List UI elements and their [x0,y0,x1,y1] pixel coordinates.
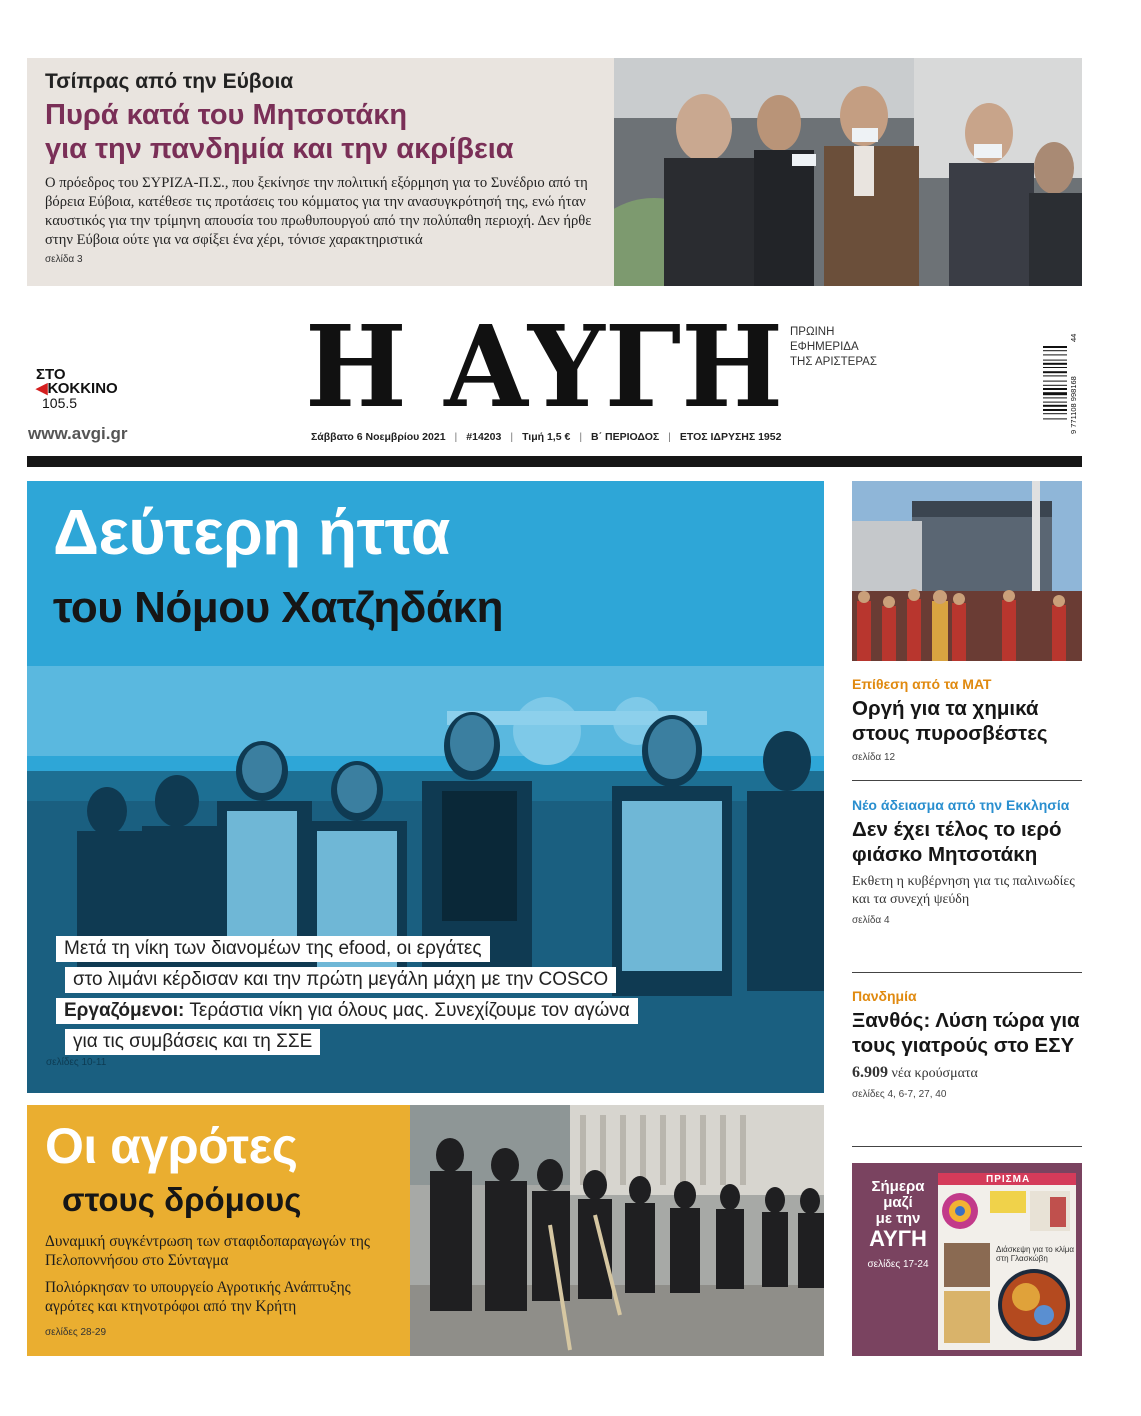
cover-title: ΠΡΙΣΜΑ [986,1174,1031,1185]
farmers-page-ref: σελίδες 28-29 [45,1327,107,1338]
website-link[interactable]: www.avgi.gr [28,424,128,443]
barcode-bar [1043,360,1067,361]
barcode-bar [1043,385,1067,386]
lead-summary-line: στο λιμάνι κέρδισαν και την πρώτη μεγάλη μάχη με την COSCO [65,967,616,993]
barcode-digits: 9 771108 998168 [1069,376,1078,434]
issue-period: Β΄ ΠΕΡΙΟΔΟΣ [591,431,660,443]
radio-logo-frequency: 105.5 [42,395,78,411]
issue-date: Σάββατο 6 Νοεμβρίου 2021 [311,431,446,443]
farmers-text-panel [27,1105,410,1356]
arrow-icon: ◀ [36,380,48,397]
lead-headline[interactable]: Δεύτερη ήττα [53,496,450,568]
pandemic-page-ref: σελίδες 4, 6-7, 27, 40 [852,1089,947,1100]
barcode-bar [1043,367,1067,368]
firefighters-kicker: Επίθεση από τα ΜΑΤ [852,676,992,692]
supplement-line-3: με την [875,1210,921,1227]
barcode-bar [1043,409,1067,411]
barcode-bar [1043,363,1067,365]
tagline-line-2: ΕΦΗΜΕΡΙΔΑ [790,341,859,353]
tsipras-crowd-photo[interactable] [614,58,1082,286]
lead-subheadline[interactable]: του Νόμου Χατζηδάκη [53,583,503,632]
lead-summary-line: για τις συμβάσεις και τη ΣΣΕ [65,1029,320,1055]
barcode-bar [1043,350,1067,351]
separator: | [510,431,514,443]
barcode-bar [1043,418,1067,419]
barcode-issue: 44 [1069,333,1078,342]
top-teaser-page-ref: σελίδα 3 [45,254,83,265]
top-teaser-kicker: Τσίπρας από την Εύβοια [45,70,294,93]
pandemic-headline[interactable]: Ξανθός: Λύση τώρα για τους γιατρούς στο ΕΣΥ [852,1009,1080,1057]
firefighters-photo[interactable] [852,481,1082,661]
covid-cases-number: 6.909 [852,1064,888,1081]
lead-summary-line: Μετά τη νίκη των διανομέων της efood, οι εργάτες [56,936,490,962]
farmers-headline[interactable]: Οι αγρότες [45,1118,298,1174]
separator: | [668,431,671,443]
covid-cases-label: νέα κρούσματα [888,1066,978,1081]
supplement-page-ref: σελίδες 17-24 [867,1259,929,1270]
church-body: Εκθετη η κυβέρνηση για τις παλινωδίες και τα συνεχή ψεύδη [852,874,1075,907]
issue-number: #14203 [466,431,502,443]
top-teaser-headline[interactable] [45,98,605,166]
separator: | [454,431,458,443]
lead-quote: Τεράστια νίκη για όλους μας. Συνεχίζουμε τον αγώνα [184,1000,630,1021]
newspaper-title[interactable] [303,318,785,410]
separator: | [579,431,583,443]
issue-info [311,431,781,443]
supplement-promo-text [860,1179,936,1273]
tagline [790,325,877,370]
top-teaser[interactable] [27,58,1082,286]
farmers-paragraph-2: Πολιόρκησαν το υπουργείο Αγροτικής Ανάπτυξης αγρότες και κτηνοτρόφοι από την Κρήτη [45,1279,351,1315]
pandemic-story[interactable] [852,988,1082,1100]
barcode-bar [1043,413,1067,414]
lead-summary [56,936,638,1060]
firefighters-headline[interactable]: Οργή για τα χημικά στους πυροσβέστες [852,697,1048,745]
barcode-bar [1043,392,1067,395]
lead-summary-line [56,998,638,1024]
barcode-bar [1043,371,1067,373]
pandemic-kicker: Πανδημία [852,988,917,1004]
barcode-bar [1043,397,1067,398]
tagline-line-1: ΠΡΩΙΝΗ [790,326,835,338]
barcode-bars [1043,346,1067,419]
top-teaser-headline-line-2: για την πανδημία και την ακρίβεια [45,133,514,165]
prisma-cover[interactable] [938,1173,1076,1350]
farmers-story[interactable] [27,1105,824,1356]
barcode-bar [1043,381,1067,382]
supplement-line-1: Σήμερα [871,1178,925,1195]
church-headline[interactable]: Δεν έχει τέλος το ιερό φιάσκο Μητσοτάκη [852,818,1062,866]
covid-cases [852,1064,1082,1083]
tagline-line-3: ΤΗΣ ΑΡΙΣΤΕΡΑΣ [790,356,877,368]
prisma-supplement[interactable] [852,1163,1082,1356]
firefighters-story[interactable] [852,676,1082,763]
newspaper-title-text: Η ΑΥΓΗ [305,318,783,410]
firefighters-page-ref: σελίδα 12 [852,752,896,763]
issue-price: Τιμή 1,5 € [522,431,571,443]
founded-year: ΕΤΟΣ ΙΔΡΥΣΗΣ 1952 [679,431,782,443]
radio-logo-line-1: ΣΤΟ [36,366,66,383]
farmers-paragraph-1: Δυναμική συγκέντρωση των σταφιδοπαραγωγών της Πελοποννήσου στο Σύνταγμα [45,1233,370,1269]
lead-quote-source: Εργαζόμενοι: [64,1000,185,1021]
barcode-bar [1043,354,1067,355]
sto-kokkino-radio-logo[interactable] [36,368,118,410]
barcode [1043,330,1079,434]
church-page-ref: σελίδα 4 [852,915,890,926]
farmers-subheadline[interactable]: στους δρόμους [62,1181,302,1218]
barcode-bar [1043,346,1067,348]
barcode-bar [1043,405,1067,407]
farmers-syntagma-photo [410,1105,824,1356]
barcode-bar [1043,375,1067,376]
barcode-bar [1043,402,1067,403]
lead-page-ref: σελίδες 10-11 [46,1057,107,1068]
supplement-line-2: μαζί [883,1194,913,1211]
masthead-rule [27,456,1082,467]
radio-logo-line-2: ΚΟΚΚΙΝΟ [47,380,118,397]
column-divider [852,1146,1082,1147]
barcode-bar [1043,388,1067,390]
lead-story[interactable] [27,481,824,1093]
top-teaser-body: Ο πρόεδρος του ΣΥΡΙΖΑ-Π.Σ., που ξεκίνησε την πολιτική εξόρμηση για το Συνέδριο από τη βόρεια Εύβοια, κατέθεσε τις προτάσεις του κόμματος για την ανασυγκρότησή της, ενώ ήταν καυστικός για την τρίμηνη απουσία του πρωθυπουργού από την πολύπαθη περιοχή. Δεν ήρθε στην Εύβοια ούτε για να σφίξει ένα χέρι, τόνισε χαρακτηριστικά [45,175,592,248]
column-divider [852,972,1082,973]
top-teaser-headline-line-1: Πυρά κατά του Μητσοτάκη [45,99,408,131]
column-divider [852,780,1082,781]
church-kicker: Νέο άδειασμα από την Εκκλησία [852,797,1070,813]
cover-subtitle: Διάσκεψη για το κλίμα στη Γλασκώβη [996,1245,1074,1263]
church-story[interactable] [852,797,1082,926]
supplement-line-4: ΑΥΓΗ [869,1226,927,1251]
